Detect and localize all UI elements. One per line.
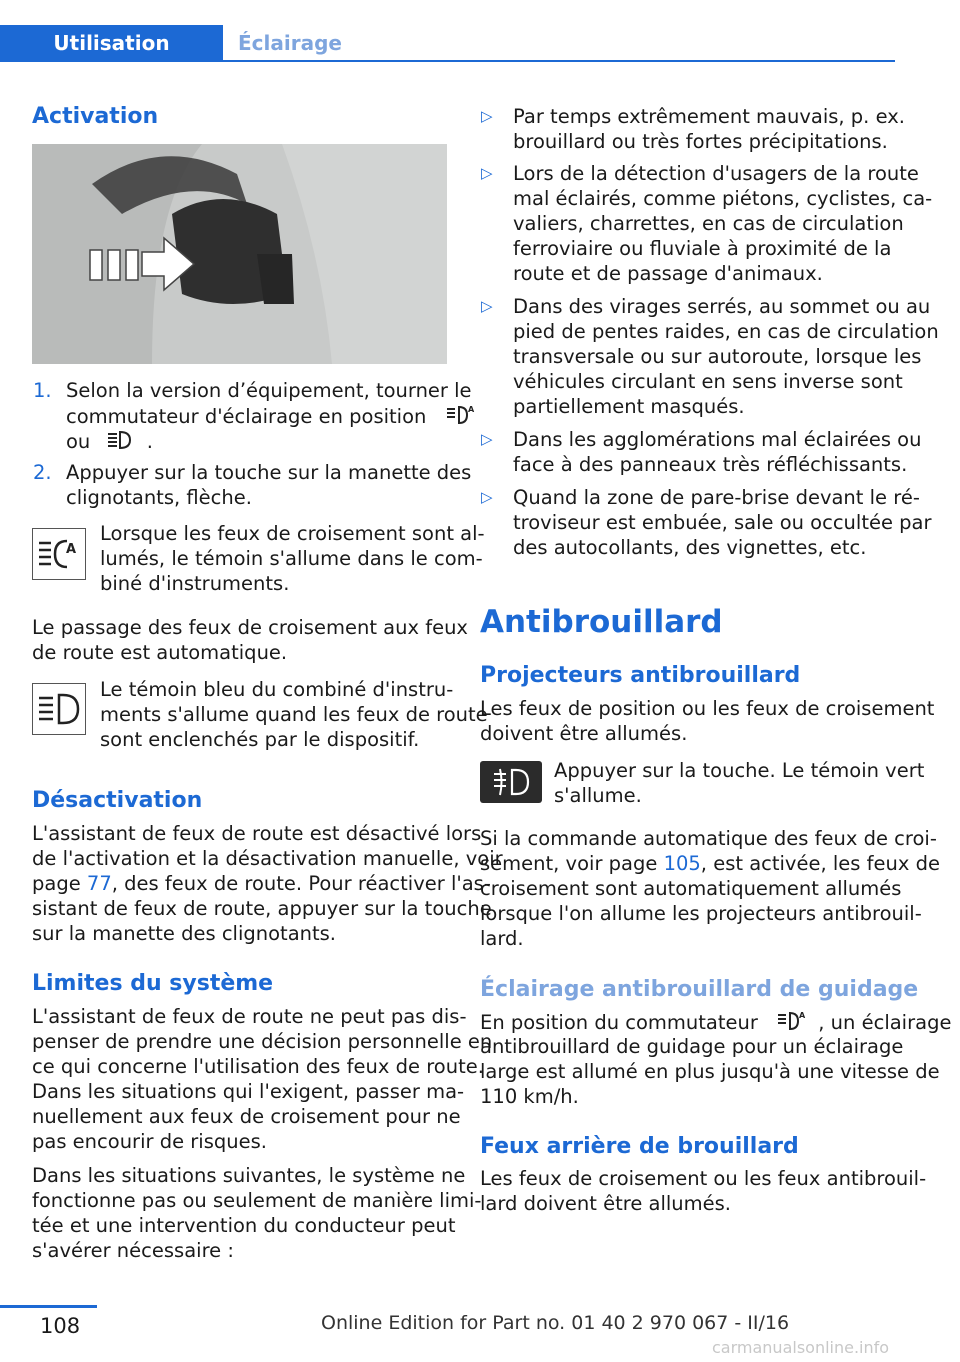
deact-text-line: de l'activation et la désactivation manuelle, voir: [32, 847, 503, 870]
note1-text-line: biné d'instruments.: [100, 572, 290, 595]
high-beam-icon: [105, 428, 135, 452]
para-text-line: Le passage des feux de croisement aux feux: [32, 616, 468, 639]
svg-text:A: A: [467, 405, 474, 414]
antifog-title: Antibrouillard: [480, 604, 723, 640]
auto-text-line: Si la commande automatique des feux de croi‐: [480, 827, 937, 850]
deact-text-line: page 77, des feux de route. Pour réactiver l'as‐: [32, 872, 491, 895]
page-link-77[interactable]: 77: [86, 872, 112, 895]
auto-text-line: lard.: [480, 927, 524, 950]
situations-text-line: fonctionne pas ou seulement de manière limi‐: [32, 1189, 482, 1212]
proj-text-line: Les feux de position ou les feux de croisement: [480, 697, 935, 720]
step2-text-line: Appuyer sur la touche sur la manette des: [66, 461, 472, 484]
deact-text-line: L'assistant de feux de route est désactivé lors: [32, 822, 482, 845]
guide-text-line: 110 km/h.: [480, 1085, 579, 1108]
auto-text-line: croisement sont automatiquement allumés: [480, 877, 902, 900]
bullet4-text-line: face à des panneaux très réfléchissants.: [513, 453, 908, 476]
situations-text-line: s'avérer nécessaire :: [32, 1239, 234, 1262]
limits-text-line: nuellement aux feux de croisement pour ne: [32, 1105, 461, 1128]
situations-text-line: tée et une intervention du conducteur peut: [32, 1214, 456, 1237]
bullet-marker: ▷: [481, 107, 493, 125]
step1-text-line: Selon la version d’équipement, tourner le: [66, 379, 472, 402]
light-switch-arrow-illustration: [32, 144, 447, 364]
limits-text-line: penser de prendre une décision personnelle en: [32, 1030, 493, 1053]
bullet3-text-line: pied de pentes raides, en cas de circulation: [513, 320, 939, 343]
bullet1-text-line: Par temps extrêmement mauvais, p. ex.: [513, 105, 905, 128]
bullet2-text-line: ferroviaire ou fluviale à proximité de la: [513, 237, 892, 260]
fog-projectors-heading: Projecteurs antibrouillard: [480, 663, 801, 688]
bullet2-text-line: mal éclairés, comme piétons, cyclistes, ca‐: [513, 187, 933, 210]
tab-eclairage[interactable]: Éclairage: [238, 31, 342, 55]
activation-heading: Activation: [32, 104, 159, 129]
auto-text-line: sement, voir page 105, est activée, les feux de: [480, 852, 940, 875]
step2-text-line: clignotants, flèche.: [66, 486, 252, 509]
deactivation-heading: Désactivation: [32, 788, 203, 813]
footer-divider: [0, 1305, 97, 1308]
step1-text-line: commutateur d'éclairage en position A: [66, 403, 477, 429]
limits-text-line: ce qui concerne l'utilisation des feux de route.: [32, 1055, 484, 1078]
deact-text-line: sur la manette des clignotants.: [32, 922, 337, 945]
note2-text-line: Le témoin bleu du combiné d'instru‐: [100, 678, 454, 701]
bullet2-text-line: Lors de la détection d'usagers de la route: [513, 162, 919, 185]
bullet1-text-line: brouillard ou très fortes précipitations.: [513, 130, 888, 153]
guide-fog-heading: Éclairage antibrouillard de guidage: [480, 977, 919, 1002]
bullet2-text-line: route et de passage d'animaux.: [513, 262, 823, 285]
guide-text-line: En position du commutateur A , un éclairage: [480, 1011, 952, 1034]
bullet-marker: ▷: [481, 164, 493, 182]
auto-high-beam-indicator-icon: [32, 528, 86, 580]
high-beam-assist-indicator-icon: [32, 683, 86, 735]
proj-text-line: doivent être allumés.: [480, 722, 688, 745]
rear-text-line: Les feux de croisement ou les feux antibrouil‐: [480, 1167, 927, 1190]
fog-light-button-icon: [480, 761, 542, 803]
edition-text: Online Edition for Part no. 01 40 2 970 067 - II/16: [321, 1312, 790, 1334]
page-header: [0, 0, 960, 62]
bullet4-text-line: Dans les agglomérations mal éclairées ou: [513, 428, 922, 451]
bullet5-text-line: des autocollants, des vignettes, etc.: [513, 536, 867, 559]
note2-text-line: sont enclenchés par le dispositif.: [100, 728, 420, 751]
limits-text-line: pas encourir de risques.: [32, 1130, 267, 1153]
step1-text-line: ou .: [66, 430, 153, 453]
limits-heading: Limites du système: [32, 971, 274, 996]
rear-text-line: lard doivent être allumés.: [480, 1192, 732, 1215]
page-number: 108: [40, 1314, 81, 1338]
bullet5-text-line: troviseur est embuée, sale ou occultée par: [513, 511, 932, 534]
bullet3-text-line: partiellement masqués.: [513, 395, 745, 418]
page-link-105[interactable]: 105: [663, 852, 701, 875]
auto-headlight-icon: [774, 1009, 808, 1033]
limits-text-line: Dans les situations qui l'exigent, passer ma‐: [32, 1080, 465, 1103]
deact-text-line: sistant de feux de route, appuyer sur la touche: [32, 897, 492, 920]
bullet5-text-line: Quand la zone de pare-brise devant le ré‐: [513, 486, 920, 509]
button-text-line: Appuyer sur la touche. Le témoin vert: [554, 759, 925, 782]
header-divider: [0, 60, 895, 62]
bullet3-text-line: transversale ou sur autoroute, lorsque les: [513, 345, 922, 368]
svg-text:A: A: [799, 1011, 806, 1020]
bullet-marker: ▷: [481, 488, 493, 506]
bullet-marker: ▷: [481, 430, 493, 448]
limits-text-line: L'assistant de feux de route ne peut pas dis‐: [32, 1005, 467, 1028]
situations-text-line: Dans les situations suivantes, le système ne: [32, 1164, 466, 1187]
step-number: 2.: [33, 461, 52, 484]
note2-text-line: ments s'allume quand les feux de route: [100, 703, 488, 726]
note1-text-line: Lorsque les feux de croisement sont al‐: [100, 522, 485, 545]
guide-text-line: large est allumé en plus jusqu'à une vitesse de: [480, 1060, 940, 1083]
bullet-marker: ▷: [481, 297, 493, 315]
bullet3-text-line: Dans des virages serrés, au sommet ou au: [513, 295, 931, 318]
auto-headlight-icon: [443, 403, 477, 427]
button-text-line: s'allume.: [554, 784, 642, 807]
guide-text-line: antibrouillard de guidage pour un éclairage: [480, 1035, 904, 1058]
rear-fog-heading: Feux arrière de brouillard: [480, 1134, 799, 1159]
step-number: 1.: [33, 379, 52, 402]
auto-text-line: lorsque l'on allume les projecteurs antibrouil‐: [480, 902, 922, 925]
svg-text:A: A: [66, 542, 77, 557]
bullet3-text-line: véhicules circulant en sens inverse sont: [513, 370, 903, 393]
tab-utilisation[interactable]: Utilisation: [0, 25, 223, 61]
note1-text-line: lumés, le témoin s'allume dans le com‐: [100, 547, 483, 570]
watermark: carmanualsonline.info: [712, 1338, 890, 1357]
para-text-line: de route est automatique.: [32, 641, 288, 664]
bullet2-text-line: valiers, charrettes, en cas de circulation: [513, 212, 904, 235]
